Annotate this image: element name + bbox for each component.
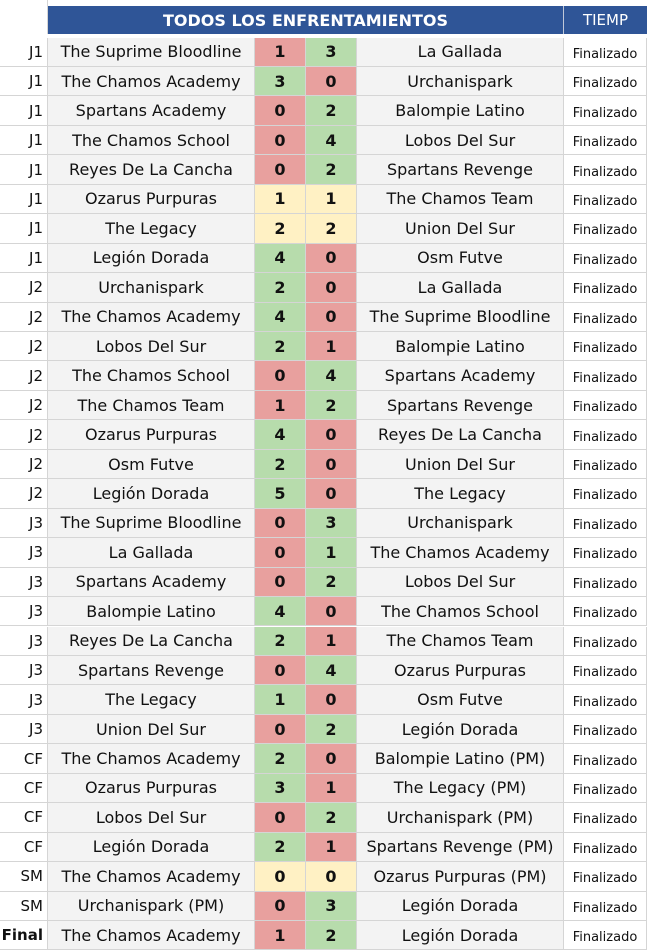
round-cell[interactable]: J3: [0, 656, 48, 685]
table-row: [0, 450, 647, 479]
away-team-cell[interactable]: The Chamos School: [357, 597, 564, 626]
round-cell[interactable]: J2: [0, 479, 48, 508]
status-cell[interactable]: Finalizado: [564, 479, 647, 508]
home-score-cell[interactable]: 2: [255, 214, 306, 243]
status-cell[interactable]: Finalizado: [564, 361, 647, 390]
round-cell[interactable]: J1: [0, 38, 48, 67]
status-cell[interactable]: Finalizado: [564, 332, 647, 361]
away-team-cell[interactable]: Ozarus Purpuras (PM): [357, 862, 564, 891]
table-row: [0, 656, 647, 685]
table-row: [0, 214, 647, 243]
away-team-cell[interactable]: The Suprime Bloodline: [357, 303, 564, 332]
table-row: [0, 685, 647, 714]
away-score-cell[interactable]: 2: [306, 96, 357, 125]
round-cell[interactable]: J1: [0, 126, 48, 155]
home-score-cell[interactable]: 2: [255, 273, 306, 302]
home-score-cell[interactable]: 3: [255, 67, 306, 96]
away-team-cell[interactable]: Balompie Latino: [357, 332, 564, 361]
status-cell[interactable]: Finalizado: [564, 921, 647, 950]
status-cell[interactable]: Finalizado: [564, 744, 647, 773]
away-team-cell[interactable]: Spartans Revenge: [357, 391, 564, 420]
away-score-cell[interactable]: 2: [306, 715, 357, 744]
away-team-cell[interactable]: The Chamos Academy: [357, 538, 564, 567]
home-team-cell[interactable]: Spartans Academy: [48, 96, 255, 125]
away-team-cell[interactable]: Spartans Academy: [357, 361, 564, 390]
away-team-cell[interactable]: The Legacy (PM): [357, 774, 564, 803]
round-cell[interactable]: SM: [0, 862, 48, 891]
round-cell[interactable]: J3: [0, 627, 48, 656]
round-cell[interactable]: J2: [0, 332, 48, 361]
home-score-cell[interactable]: 1: [255, 38, 306, 67]
away-score-cell[interactable]: 0: [306, 67, 357, 96]
home-score-cell[interactable]: 0: [255, 361, 306, 390]
status-cell[interactable]: Finalizado: [564, 303, 647, 332]
table-row: [0, 303, 647, 332]
away-score-cell[interactable]: 0: [306, 420, 357, 449]
round-cell[interactable]: CF: [0, 803, 48, 832]
table-row: [0, 38, 647, 67]
status-cell[interactable]: Finalizado: [564, 185, 647, 214]
away-score-cell[interactable]: 1: [306, 332, 357, 361]
away-team-cell[interactable]: La Gallada: [357, 273, 564, 302]
away-team-cell[interactable]: Legión Dorada: [357, 921, 564, 950]
home-team-cell[interactable]: The Legacy: [48, 214, 255, 243]
away-team-cell[interactable]: Ozarus Purpuras: [357, 656, 564, 685]
home-team-cell[interactable]: Lobos Del Sur: [48, 332, 255, 361]
home-team-cell[interactable]: Urchanispark: [48, 273, 255, 302]
away-score-cell[interactable]: 2: [306, 391, 357, 420]
table-row: [0, 833, 647, 862]
round-cell[interactable]: J2: [0, 391, 48, 420]
round-cell[interactable]: J1: [0, 96, 48, 125]
away-team-cell[interactable]: Balompie Latino: [357, 96, 564, 125]
home-team-cell[interactable]: Reyes De La Cancha: [48, 627, 255, 656]
home-score-cell[interactable]: 3: [255, 774, 306, 803]
table-row: [0, 892, 647, 921]
table-row: [0, 96, 647, 125]
round-cell[interactable]: J3: [0, 715, 48, 744]
away-team-cell[interactable]: The Chamos Team: [357, 627, 564, 656]
home-team-cell[interactable]: The Legacy: [48, 685, 255, 714]
round-cell[interactable]: J3: [0, 597, 48, 626]
away-team-cell[interactable]: Balompie Latino (PM): [357, 744, 564, 773]
home-score-cell[interactable]: 1: [255, 921, 306, 950]
round-cell[interactable]: J3: [0, 538, 48, 567]
table-row: [0, 244, 647, 273]
status-cell[interactable]: Finalizado: [564, 509, 647, 538]
table-row: [0, 538, 647, 567]
away-score-cell[interactable]: 4: [306, 126, 357, 155]
home-score-cell[interactable]: 4: [255, 420, 306, 449]
home-score-cell[interactable]: 0: [255, 568, 306, 597]
home-score-cell[interactable]: 4: [255, 244, 306, 273]
home-team-cell[interactable]: Legión Dorada: [48, 479, 255, 508]
status-cell[interactable]: Finalizado: [564, 568, 647, 597]
away-score-cell[interactable]: 2: [306, 803, 357, 832]
away-team-cell[interactable]: Reyes De La Cancha: [357, 420, 564, 449]
status-cell[interactable]: Finalizado: [564, 244, 647, 273]
header-row: [0, 0, 647, 34]
home-team-cell[interactable]: Union Del Sur: [48, 715, 255, 744]
home-team-cell[interactable]: The Chamos Academy: [48, 921, 255, 950]
away-team-cell[interactable]: Union Del Sur: [357, 450, 564, 479]
table-row: [0, 391, 647, 420]
home-score-cell[interactable]: 0: [255, 155, 306, 184]
away-score-cell[interactable]: 3: [306, 38, 357, 67]
round-cell[interactable]: J1: [0, 67, 48, 96]
home-team-cell[interactable]: Spartans Revenge: [48, 656, 255, 685]
home-team-cell[interactable]: La Gallada: [48, 538, 255, 567]
home-score-cell[interactable]: 1: [255, 685, 306, 714]
home-score-cell[interactable]: 2: [255, 450, 306, 479]
home-team-cell[interactable]: Legión Dorada: [48, 244, 255, 273]
round-cell[interactable]: J2: [0, 273, 48, 302]
away-team-cell[interactable]: Urchanispark: [357, 509, 564, 538]
home-score-cell[interactable]: 0: [255, 803, 306, 832]
table-row: [0, 627, 647, 656]
away-score-cell[interactable]: 1: [306, 627, 357, 656]
away-score-cell[interactable]: 1: [306, 538, 357, 567]
status-cell[interactable]: Finalizado: [564, 538, 647, 567]
round-cell[interactable]: J2: [0, 361, 48, 390]
home-team-cell[interactable]: The Chamos Academy: [48, 67, 255, 96]
table-row: [0, 862, 647, 891]
round-cell[interactable]: J1: [0, 214, 48, 243]
away-team-cell[interactable]: Urchanispark (PM): [357, 803, 564, 832]
home-score-cell[interactable]: 0: [255, 126, 306, 155]
away-team-cell[interactable]: Urchanispark: [357, 67, 564, 96]
away-score-cell[interactable]: 2: [306, 921, 357, 950]
away-score-cell[interactable]: 3: [306, 509, 357, 538]
table-row: [0, 715, 647, 744]
status-cell[interactable]: Finalizado: [564, 96, 647, 125]
away-score-cell[interactable]: 1: [306, 774, 357, 803]
home-team-cell[interactable]: Urchanispark (PM): [48, 892, 255, 921]
round-cell[interactable]: J3: [0, 568, 48, 597]
table-row: [0, 420, 647, 449]
home-team-cell[interactable]: The Chamos School: [48, 361, 255, 390]
home-team-cell[interactable]: The Chamos Academy: [48, 862, 255, 891]
round-cell[interactable]: J1: [0, 185, 48, 214]
status-cell[interactable]: Finalizado: [564, 67, 647, 96]
away-score-cell[interactable]: 3: [306, 892, 357, 921]
away-score-cell[interactable]: 0: [306, 744, 357, 773]
home-score-cell[interactable]: 1: [255, 391, 306, 420]
away-score-cell[interactable]: 0: [306, 303, 357, 332]
home-score-cell[interactable]: 0: [255, 96, 306, 125]
away-team-cell[interactable]: Union Del Sur: [357, 214, 564, 243]
home-team-cell[interactable]: The Suprime Bloodline: [48, 509, 255, 538]
home-team-cell[interactable]: The Chamos School: [48, 126, 255, 155]
status-cell[interactable]: Finalizado: [564, 774, 647, 803]
away-score-cell[interactable]: 1: [306, 185, 357, 214]
away-score-cell[interactable]: 0: [306, 273, 357, 302]
home-team-cell[interactable]: Ozarus Purpuras: [48, 774, 255, 803]
away-team-cell[interactable]: Legión Dorada: [357, 892, 564, 921]
home-score-cell[interactable]: 2: [255, 332, 306, 361]
away-score-cell[interactable]: 0: [306, 244, 357, 273]
home-team-cell[interactable]: Reyes De La Cancha: [48, 155, 255, 184]
away-score-cell[interactable]: 2: [306, 155, 357, 184]
away-team-cell[interactable]: La Gallada: [357, 38, 564, 67]
away-team-cell[interactable]: Spartans Revenge (PM): [357, 833, 564, 862]
status-cell[interactable]: Finalizado: [564, 214, 647, 243]
status-cell[interactable]: Finalizado: [564, 833, 647, 862]
home-score-cell[interactable]: 0: [255, 538, 306, 567]
away-score-cell[interactable]: 2: [306, 214, 357, 243]
home-team-cell[interactable]: Ozarus Purpuras: [48, 185, 255, 214]
home-score-cell[interactable]: 2: [255, 833, 306, 862]
status-cell[interactable]: Finalizado: [564, 597, 647, 626]
away-team-cell[interactable]: Osm Futve: [357, 244, 564, 273]
round-cell[interactable]: CF: [0, 833, 48, 862]
status-cell[interactable]: Finalizado: [564, 627, 647, 656]
table-row: [0, 332, 647, 361]
status-cell[interactable]: Finalizado: [564, 450, 647, 479]
away-team-cell[interactable]: Legión Dorada: [357, 715, 564, 744]
away-team-cell[interactable]: Osm Futve: [357, 685, 564, 714]
status-cell[interactable]: Finalizado: [564, 38, 647, 67]
table-row: [0, 597, 647, 626]
away-score-cell[interactable]: 1: [306, 833, 357, 862]
header-time-cell[interactable]: TIEMP: [564, 6, 647, 34]
away-team-cell[interactable]: The Legacy: [357, 479, 564, 508]
table-row: [0, 509, 647, 538]
status-cell[interactable]: Finalizado: [564, 391, 647, 420]
away-team-cell[interactable]: The Chamos Team: [357, 185, 564, 214]
home-team-cell[interactable]: Balompie Latino: [48, 597, 255, 626]
round-cell[interactable]: SM: [0, 892, 48, 921]
table-row: [0, 361, 647, 390]
home-score-cell[interactable]: 0: [255, 862, 306, 891]
home-score-cell[interactable]: 4: [255, 303, 306, 332]
away-score-cell[interactable]: 0: [306, 685, 357, 714]
away-score-cell[interactable]: 4: [306, 656, 357, 685]
round-cell[interactable]: CF: [0, 744, 48, 773]
status-cell[interactable]: Finalizado: [564, 126, 647, 155]
home-score-cell[interactable]: 4: [255, 597, 306, 626]
home-team-cell[interactable]: Ozarus Purpuras: [48, 420, 255, 449]
home-score-cell[interactable]: 5: [255, 479, 306, 508]
away-team-cell[interactable]: Lobos Del Sur: [357, 126, 564, 155]
status-cell[interactable]: Finalizado: [564, 273, 647, 302]
home-team-cell[interactable]: Spartans Academy: [48, 568, 255, 597]
away-score-cell[interactable]: 0: [306, 597, 357, 626]
status-cell[interactable]: Finalizado: [564, 155, 647, 184]
table-row: [0, 155, 647, 184]
table-row: [0, 273, 647, 302]
away-team-cell[interactable]: Spartans Revenge: [357, 155, 564, 184]
table-row: [0, 568, 647, 597]
home-team-cell[interactable]: The Chamos Academy: [48, 744, 255, 773]
header-blank-cell[interactable]: [0, 0, 48, 34]
round-cell[interactable]: J1: [0, 155, 48, 184]
table-row: [0, 803, 647, 832]
home-team-cell[interactable]: Lobos Del Sur: [48, 803, 255, 832]
away-score-cell[interactable]: 2: [306, 568, 357, 597]
table-row: [0, 126, 647, 155]
status-cell[interactable]: Finalizado: [564, 715, 647, 744]
round-cell[interactable]: Final: [0, 921, 48, 950]
home-team-cell[interactable]: Osm Futve: [48, 450, 255, 479]
round-cell[interactable]: J3: [0, 685, 48, 714]
round-cell[interactable]: J2: [0, 450, 48, 479]
home-score-cell[interactable]: 0: [255, 892, 306, 921]
table-row: [0, 744, 647, 773]
table-row: [0, 479, 647, 508]
status-cell[interactable]: Finalizado: [564, 892, 647, 921]
status-cell[interactable]: Finalizado: [564, 862, 647, 891]
home-score-cell[interactable]: 1: [255, 185, 306, 214]
home-score-cell[interactable]: 0: [255, 715, 306, 744]
table-row: [0, 185, 647, 214]
status-cell[interactable]: Finalizado: [564, 685, 647, 714]
home-team-cell[interactable]: Legión Dorada: [48, 833, 255, 862]
home-score-cell[interactable]: 2: [255, 744, 306, 773]
status-cell[interactable]: Finalizado: [564, 420, 647, 449]
away-score-cell[interactable]: 0: [306, 479, 357, 508]
table-row: [0, 774, 647, 803]
home-score-cell[interactable]: 0: [255, 509, 306, 538]
away-score-cell[interactable]: 4: [306, 361, 357, 390]
round-cell[interactable]: J1: [0, 244, 48, 273]
table-row: [0, 921, 647, 950]
away-team-cell[interactable]: Lobos Del Sur: [357, 568, 564, 597]
round-cell[interactable]: CF: [0, 774, 48, 803]
status-cell[interactable]: Finalizado: [564, 803, 647, 832]
table-row: [0, 67, 647, 96]
home-team-cell[interactable]: The Suprime Bloodline: [48, 38, 255, 67]
home-score-cell[interactable]: 2: [255, 627, 306, 656]
header-title-cell[interactable]: TODOS LOS ENFRENTAMIENTOS: [48, 6, 564, 34]
round-cell[interactable]: J3: [0, 509, 48, 538]
home-team-cell[interactable]: The Chamos Academy: [48, 303, 255, 332]
away-score-cell[interactable]: 0: [306, 862, 357, 891]
away-score-cell[interactable]: 0: [306, 450, 357, 479]
status-cell[interactable]: Finalizado: [564, 656, 647, 685]
round-cell[interactable]: J2: [0, 303, 48, 332]
home-team-cell[interactable]: The Chamos Team: [48, 391, 255, 420]
home-score-cell[interactable]: 0: [255, 656, 306, 685]
round-cell[interactable]: J2: [0, 420, 48, 449]
